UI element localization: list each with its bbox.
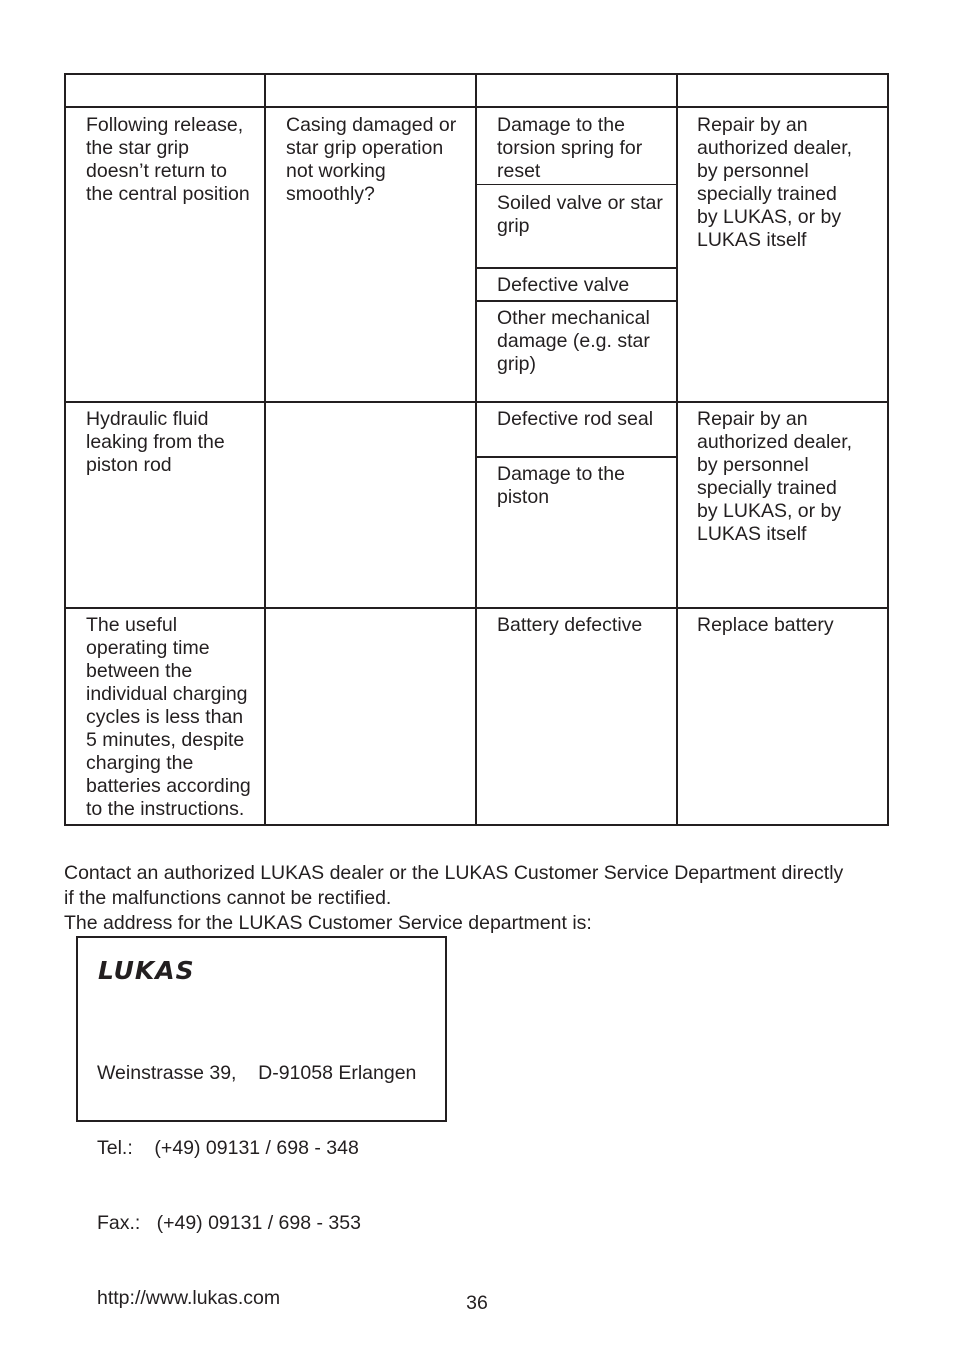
malfunction-cell: Hydraulic fluid leaking from the piston rod: [86, 408, 225, 476]
cause-divider: [476, 184, 677, 185]
remedy-cell: Repair by an authorized dealer, by personnel specially trained by LUKAS, or by LUKAS itself: [697, 114, 853, 251]
column-divider: [676, 73, 678, 826]
malfunction-cell: Following release, the star grip doesn’t return to the central position: [86, 114, 250, 205]
cause-cell: Other mechanical damage (e.g. star grip): [497, 307, 650, 375]
lukas-logo: LUKAS: [98, 956, 195, 985]
cause-divider: [476, 267, 677, 269]
column-divider: [264, 73, 266, 826]
address-intro: The address for the LUKAS Customer Service department is:: [64, 912, 592, 934]
cause-cell: Defective rod seal: [497, 408, 654, 430]
column-divider: [475, 73, 477, 826]
fax: Fax.: (+49) 09131 / 698 - 353: [97, 1212, 361, 1234]
website-link[interactable]: http://www.lukas.com: [97, 1287, 281, 1309]
cause-divider: [476, 456, 677, 458]
address-box: [76, 936, 447, 1309]
page-number: 36: [466, 1292, 488, 1314]
table-border-right: [887, 73, 889, 826]
remedy-cell: Replace battery: [697, 614, 834, 636]
cause-cell: Soiled valve or star grip: [497, 192, 663, 237]
contact-paragraph: Contact an authorized LUKAS dealer or the LUKAS Customer Service Department directly if the malfunctions cannot be rectified.: [64, 862, 844, 909]
table-border-left: [64, 73, 66, 826]
street-address: Weinstrasse 39, D-91058 Erlangen: [97, 1062, 417, 1084]
cause-cell: Damage to the piston: [497, 463, 625, 508]
cause-cell: Battery defective: [497, 614, 643, 636]
cause-divider: [476, 300, 677, 302]
telephone: Tel.: (+49) 09131 / 698 - 348: [97, 1137, 359, 1159]
remedy-cell: Repair by an authorized dealer, by personnel specially trained by LUKAS, or by LUKAS itself: [697, 408, 853, 545]
malfunction-cell: The useful operating time between the individual charging cycles is less than 5 minutes, despite charging the batteries according to the instructions.: [86, 614, 251, 820]
cause-cell: Damage to the torsion spring for reset: [497, 114, 643, 182]
cause-cell: Defective valve: [497, 274, 630, 296]
check-cell: Casing damaged or star grip operation not working smoothly?: [286, 114, 457, 205]
